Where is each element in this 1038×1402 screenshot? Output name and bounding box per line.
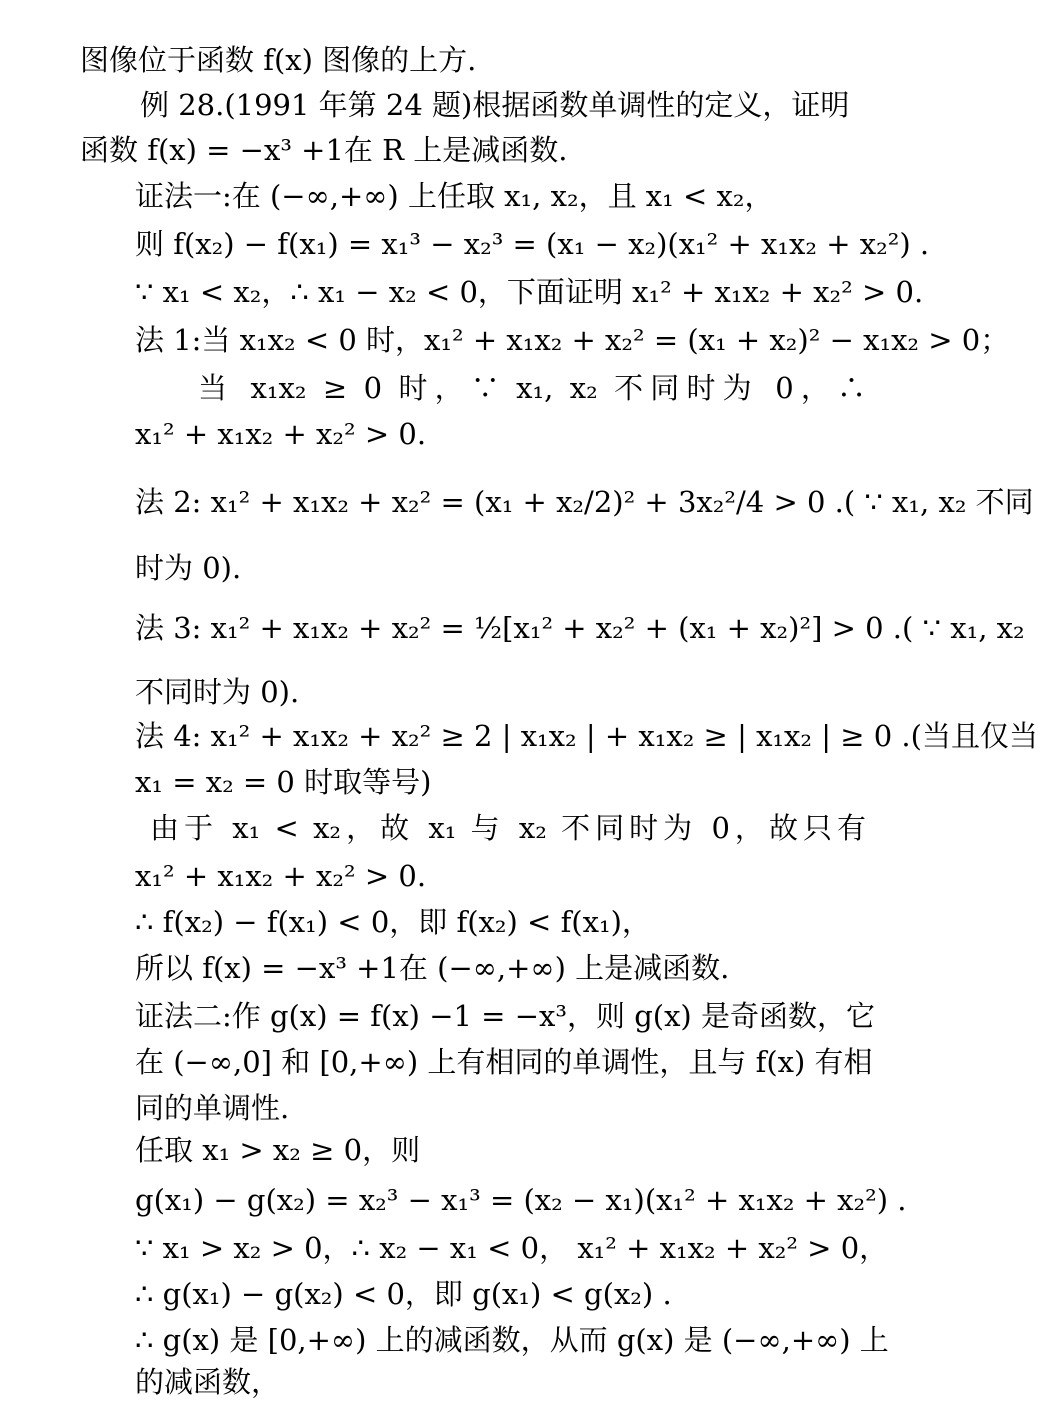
text-line-25: ∵ x₁ > x₂ > 0，∴ x₂ − x₁ < 0， x₁² + x₁x₂ + x₂² > 0， <box>135 1231 889 1265</box>
example-heading: 例 28.(1991 年第 24 题)根据函数单调性的定义，证明 <box>140 88 850 122</box>
text-line-16: 由于 x₁ < x₂，故 x₁ 与 x₂ 不同时为 0，故只有 <box>150 811 866 845</box>
text-line-18: ∴ f(x₂) − f(x₁) < 0，即 f(x₂) < f(x₁)， <box>135 905 651 939</box>
text-line-26: ∴ g(x₁) − g(x₂) < 0，即 g(x₁) < g(x₂) . <box>135 1277 672 1311</box>
text-line-19: 所以 f(x) = −x³ +1在 (−∞,+∞) 上是减函数. <box>135 951 730 985</box>
text-line-22: 同的单调性. <box>135 1091 290 1125</box>
text-line-9: x₁² + x₁x₂ + x₂² > 0. <box>135 417 427 451</box>
text-line-6: ∵ x₁ < x₂，∴ x₁ − x₂ < 0，下面证明 x₁² + x₁x₂ + x₂² > 0. <box>135 275 924 309</box>
text-line-1: 图像位于函数 f(x) 图像的上方. <box>80 43 477 77</box>
text-line-15: x₁ = x₂ = 0 时取等号) <box>135 765 432 799</box>
text-line-27: ∴ g(x) 是 [0,+∞) 上的减函数，从而 g(x) 是 (−∞,+∞) 上 <box>135 1323 889 1357</box>
method-one-line: 法 1:当 x₁x₂ < 0 时，x₁² + x₁x₂ + x₂² = (x₁ + x₂)² − x₁x₂ > 0； <box>135 323 1010 357</box>
text-line-23: 任取 x₁ > x₂ ≥ 0，则 <box>135 1133 421 1167</box>
text-line-24: g(x₁) − g(x₂) = x₂³ − x₁³ = (x₂ − x₁)(x₁² + x₁x₂ + x₂²) . <box>135 1183 907 1217</box>
method-three-line: 法 3: x₁² + x₁x₂ + x₂² = ½[x₁² + x₂² + (x₁ + x₂)²] > 0 .( ∵ x₁, x₂ <box>135 611 1025 645</box>
text-line-21: 在 (−∞,0] 和 [0,+∞) 上有相同的单调性，且与 f(x) 有相 <box>135 1045 873 1079</box>
text-line-8: 当 x₁x₂ ≥ 0 时，∵ x₁, x₂ 不同时为 0，∴ <box>198 371 866 405</box>
proof-one-start: 证法一:在 (−∞,+∞) 上任取 x₁, x₂，且 x₁ < x₂， <box>135 179 774 213</box>
method-two-line: 法 2: x₁² + x₁x₂ + x₂² = (x₁ + x₂/2)² + 3x₂²/4 > 0 .( ∵ x₁, x₂ 不同 <box>135 485 1034 519</box>
text-line-13: 不同时为 0). <box>135 675 300 709</box>
proof-two-start: 证法二:作 g(x) = f(x) −1 = −x³，则 g(x) 是奇函数，它 <box>135 999 875 1033</box>
text-line-28: 的减函数， <box>135 1365 281 1399</box>
method-four-line: 法 4: x₁² + x₁x₂ + x₂² ≥ 2 | x₁x₂ | + x₁x₂ ≥ | x₁x₂ | ≥ 0 .(当且仅当 <box>135 719 1038 753</box>
text-line-5: 则 f(x₂) − f(x₁) = x₁³ − x₂³ = (x₁ − x₂)(x₁² + x₁x₂ + x₂²) . <box>135 227 930 261</box>
text-line-11: 时为 0). <box>135 551 242 585</box>
text-line-17: x₁² + x₁x₂ + x₂² > 0. <box>135 859 427 893</box>
text-line-3: 函数 f(x) = −x³ +1在 R 上是减函数. <box>80 133 568 167</box>
